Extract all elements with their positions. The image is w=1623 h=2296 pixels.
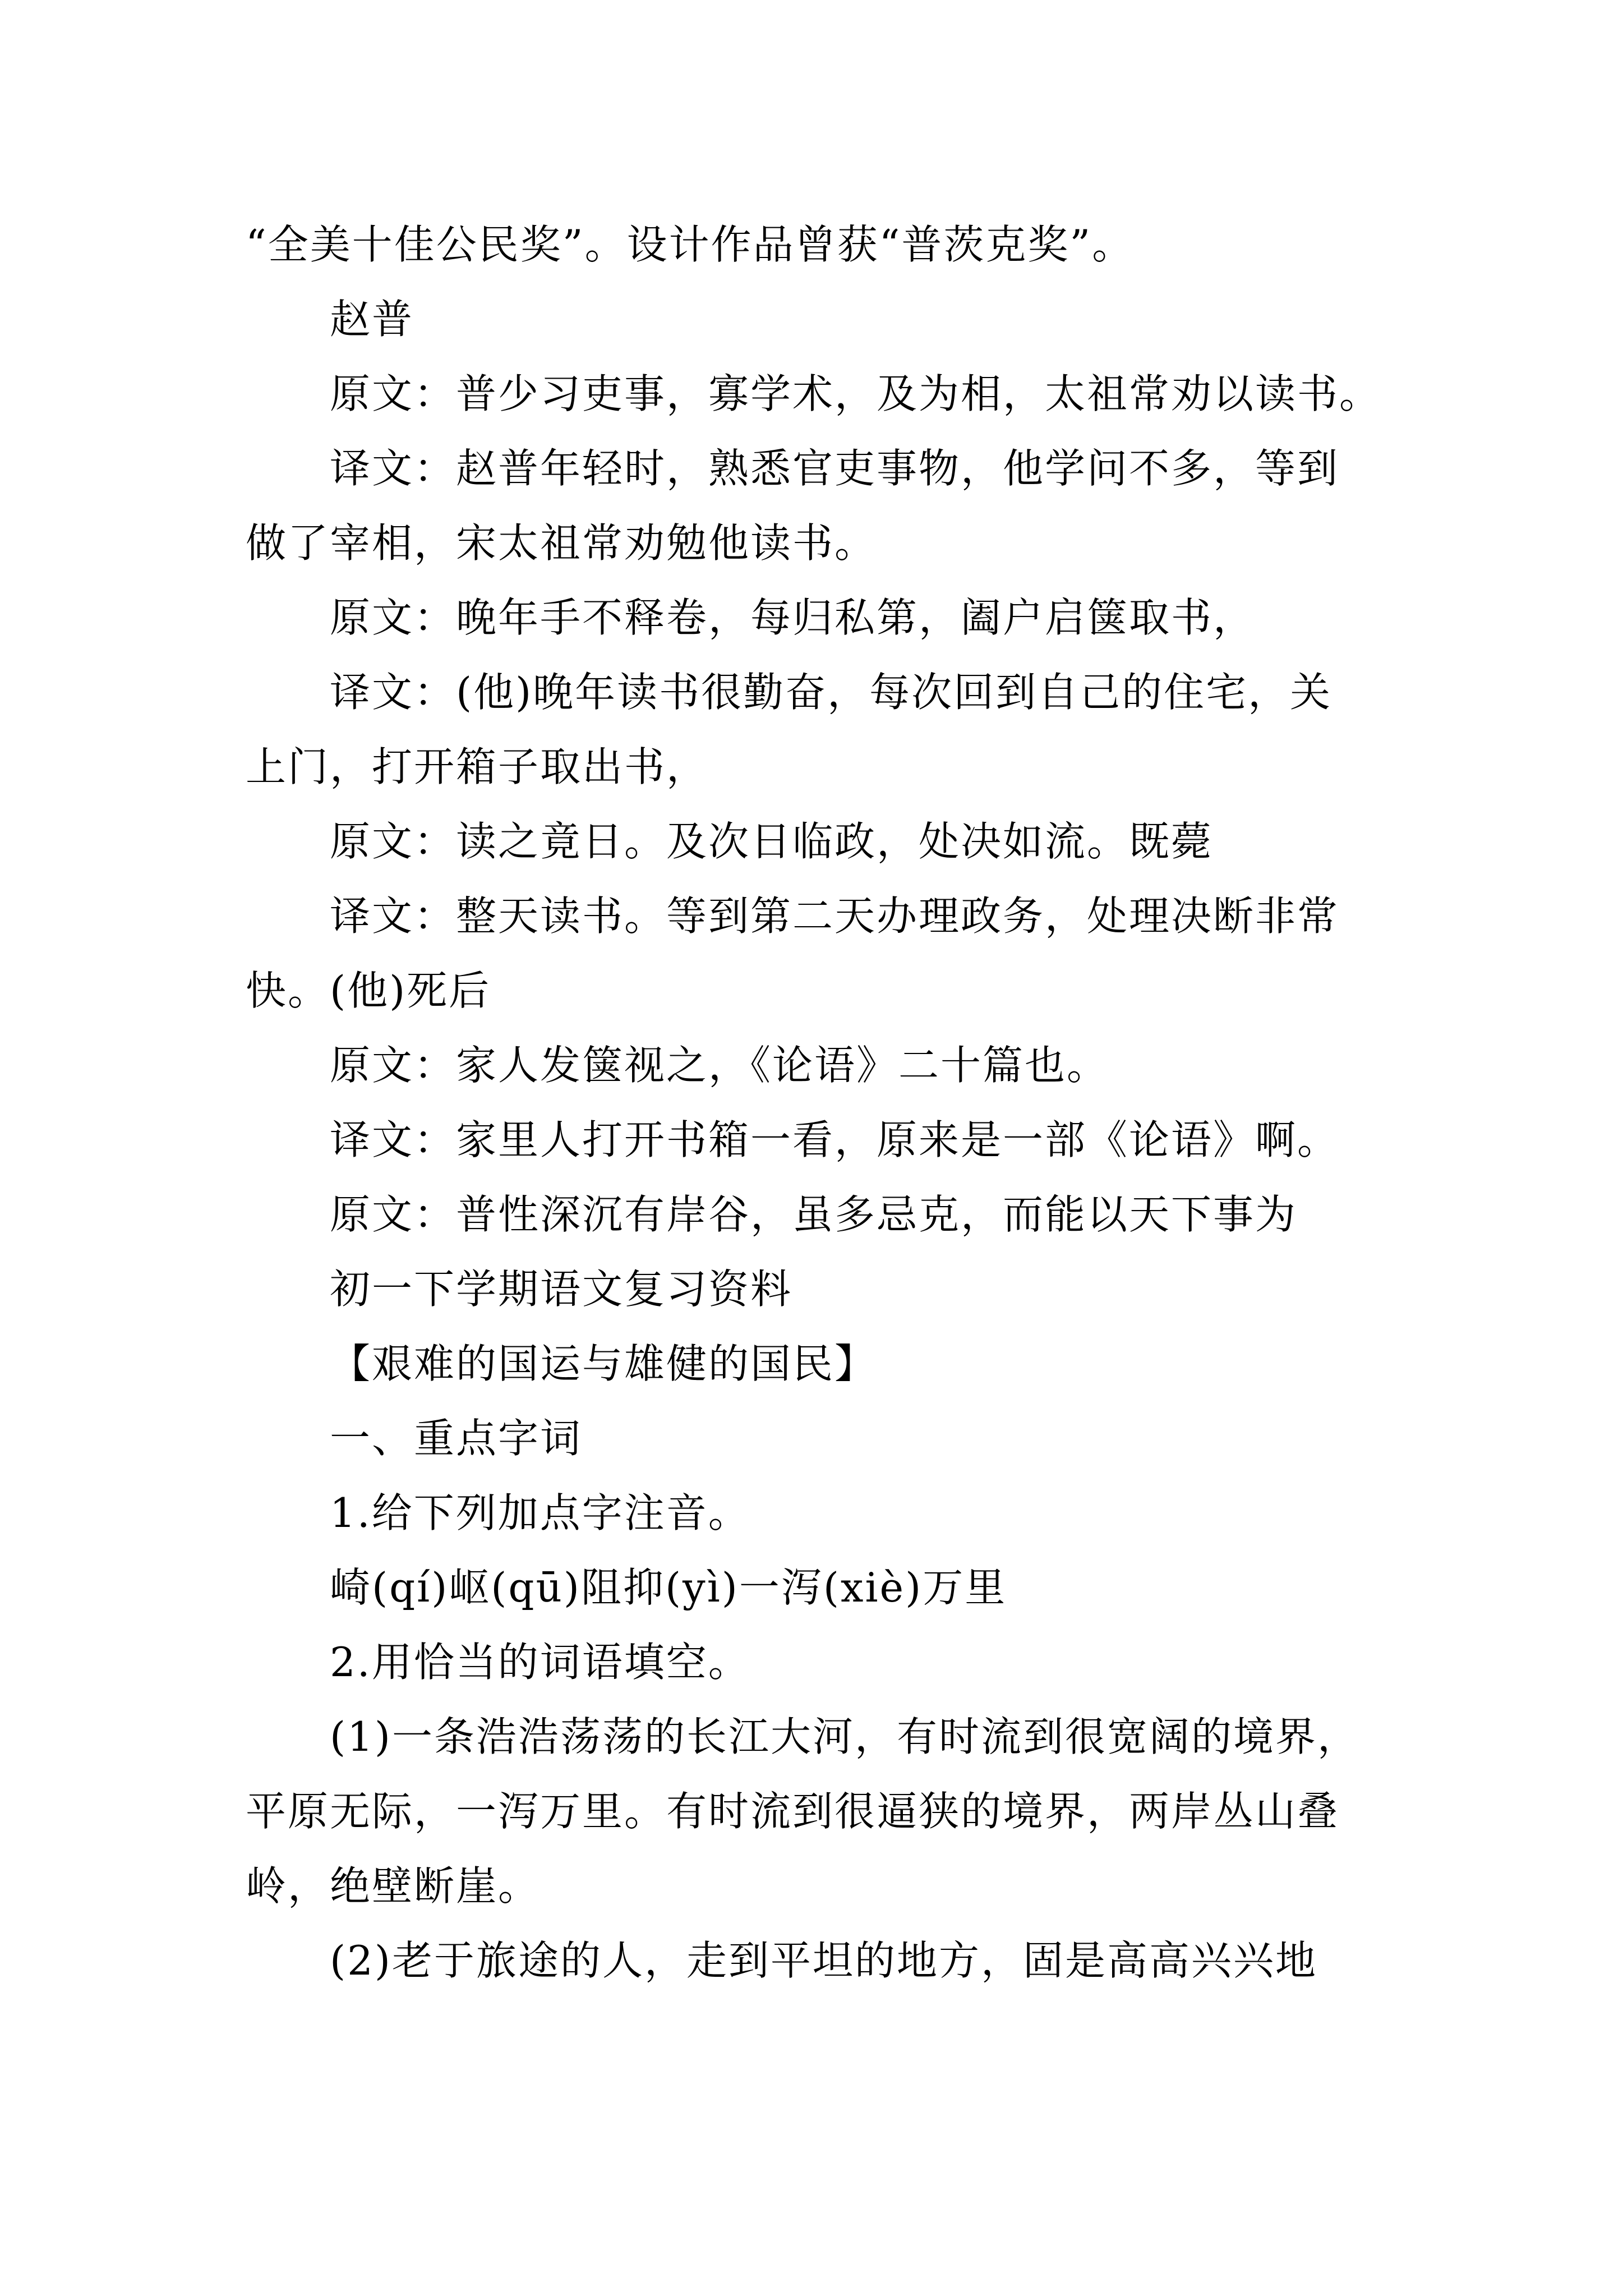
text-line: (1)一条浩浩荡荡的长江大河，有时流到很宽阔的境界， (330, 1713, 1359, 1760)
section-title-lesson: 【艰难的国运与雄健的国民】 (330, 1340, 877, 1387)
text-line: 译文：(他)晚年读书很勤奋，每次回到自己的住宅，关 (330, 669, 1332, 716)
text-line: “全美十佳公民奖”。设计作品曾获“普茨克奖”。 (246, 221, 1135, 268)
text-line: 译文：家里人打开书箱一看，原来是一部《论语》啊。 (330, 1116, 1340, 1163)
text-line: 快。(他)死后 (246, 967, 491, 1014)
text-line: (2)老于旅途的人，走到平坦的地方，固是高高兴兴地 (330, 1937, 1317, 1984)
text-line: 岭，绝壁断崖。 (246, 1862, 541, 1910)
text-line: 做了宰相，宋太祖常劝勉他读书。 (246, 519, 877, 567)
text-line: 平原无际，一泻万里。有时流到很逼狭的境界，两岸丛山叠 (246, 1788, 1340, 1835)
section-title-zhao-pu: 赵普 (330, 296, 414, 343)
section-title-review: 初一下学期语文复习资料 (330, 1266, 793, 1313)
text-line: 原文：普少习吏事，寡学术，及为相，太祖常劝以读书。 (330, 370, 1382, 417)
text-line: 原文：读之竟日。及次日临政，处决如流。既薨 (330, 818, 1214, 865)
text-line: 原文：家人发箧视之，《论语》二十篇也。 (330, 1042, 1109, 1089)
section-heading-keywords: 一、重点字词 (330, 1415, 583, 1462)
text-line: 上门，打开箱子取出书， (246, 743, 709, 790)
text-line: 译文：整天读书。等到第二天办理政务，处理决断非常 (330, 892, 1340, 940)
question-2: 2.用恰当的词语填空。 (330, 1639, 750, 1686)
question-1: 1.给下列加点字注音。 (330, 1489, 750, 1536)
text-line: 原文：晚年手不释卷，每归私第，阖户启箧取书， (330, 594, 1256, 641)
pinyin-answers: 崎(qí)岖(qū)阻抑(yì)一泻(xiè)万里 (330, 1564, 1007, 1611)
text-line: 原文：普性深沉有岸谷，虽多忌克，而能以天下事为 (330, 1191, 1298, 1238)
text-line: 译文：赵普年轻时，熟悉官吏事物，他学问不多，等到 (330, 445, 1340, 492)
